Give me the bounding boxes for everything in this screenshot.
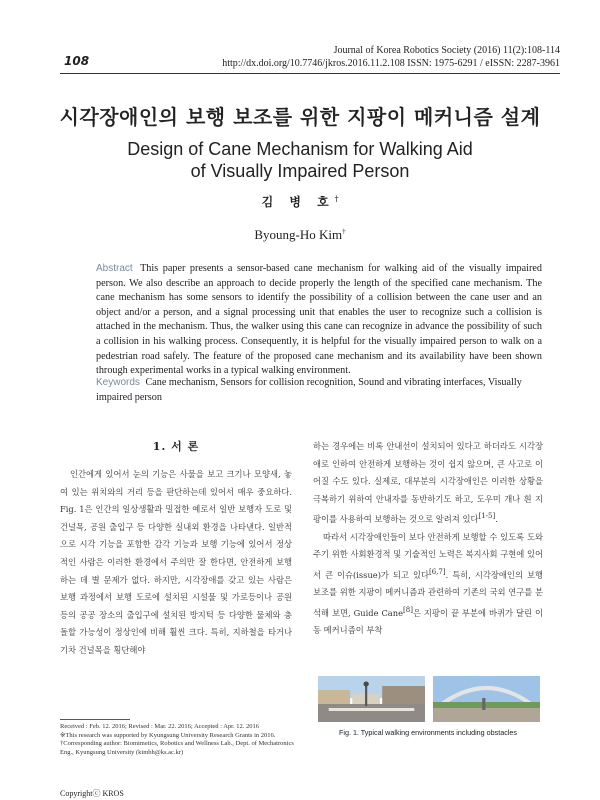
left-column [60,438,292,660]
header-rule [60,73,560,74]
author-english-name: Byoung-Ho Kim [254,227,343,242]
journal-info [222,44,560,70]
right-paragraph-1: 하는 경우에는 비록 안내선이 설치되어 있다고 하더라도 시각장애로 인하여 안전하게 보행하는 것이 쉽지 않으며, 큰 사고로 이어질 수도 있다. 실제로, 대부분의 시각장애인은 이러한 상황을 극복하기 위하여 안내자를 동반하기도 하고, 도우미 개나 흰 지팡이를 사용하여 보행하는 것으로 알려져 있다[1-5]. [313,441,543,525]
footnote-support: ※This research was supported by Kyungsung University Research Grants in 2016. [60,731,276,739]
right-body [313,438,543,640]
right-paragraph-2-text: 따라서 시각장애인들이 보다 안전하게 보행할 수 있도록 도와주기 위한 사회환경적 및 기술적인 노력은 복지사회 구현에 있어서 큰 이슈(issue)가 되고 있다 [313,531,543,580]
right-paragraph-2-tail: 은 지팡이 끝 부분에 바퀴가 달린 이동 메커니즘이 부착 [313,607,543,636]
abstract [96,262,542,379]
page-number: 108 [64,54,90,68]
right-paragraph-2 [313,529,543,640]
citation: [8] [403,605,413,614]
author-mark: † [334,194,339,203]
title-english [40,138,560,182]
abstract-text: This paper presents a sensor-based cane mechanism for walking aid of the visually impaired person. We also describe an approach to decide properly the length of the specified cane mechanism. The cane mechanism has some sensors to identify the possibility of a collision between the cane user and an object and/or a person, and a signal processing unit that enables the user to recognize such a collision is attached in the mechanism. Thus, the walker using this cane can recognize in advance the possibility of such a collision in his walking process. Consequently, it is helpful for the visually impaired person to walk on a pedestrian road safely. The feature of the proposed cane mechanism and its availability have been shown through experimental works in a typical walking environment. [96,263,542,377]
park-gate-photo [433,676,540,722]
title-english-line1: Design of Cane Mechanism for Walking Aid [127,139,473,159]
author-english [0,227,600,243]
right-paragraph-2-cont: . 특히, 시각장애인의 보행 보조를 위한 지팡이 메커니즘과 관련하여 기존의 국외 연구를 분석해 보면, Guide Cane [313,569,543,618]
abstract-label: Abstract [96,263,133,274]
copyright: Copyrightⓒ KROS [60,789,124,798]
citation: [6,7] [428,567,446,576]
street-photo [318,676,425,722]
citation: [1-5] [478,512,496,521]
figure-1 [318,676,540,722]
journal-citation: Journal of Korea Robotics Society (2016) 11(2):108-114 [333,45,560,56]
author-korean-name: 김 병 호 [261,195,335,209]
author-korean [0,193,600,210]
figure-caption: Fig. 1. Typical walking environments including obstacles [338,728,518,737]
footnote-rule [60,719,130,720]
keywords-text: Cane mechanism, Sensors for collision recognition, Sound and vibrating interfaces, Visually impaired person [96,377,522,403]
section-heading: 1. 서 론 [152,440,200,453]
right-column [313,438,543,640]
right-paragraph-1-text: 하는 경우에는 비록 안내선이 설치되어 있다고 하더라도 시각장애로 인하여 안전하게 보행하는 것이 쉽지 않으며, 큰 사고로 이어질 수도 있다. 실제로, 대부분의 시각장애인은 이러한 상황을 극복하기 위하여 안내자를 동반하기도 하고, 도우미 개나 흰 지팡이를 사용하여 보행하는 것으로 알려져 있다 [313,441,543,525]
left-body [60,466,292,660]
title-korean: 시각장애인의 보행 보조를 위한 지팡이 메커니즘 설계 [59,105,541,129]
keywords [96,376,542,405]
footnotes [60,723,300,757]
title-english-line2: of Visually Impaired Person [190,161,410,181]
footnote-dates: Received : Feb. 12. 2016; Revised : Mar. 22. 2016; Accepted : Apr. 12. 2016 [60,723,259,730]
keywords-label: Keywords [96,377,140,388]
author-mark-en: † [342,227,346,236]
intro-paragraph: 인간에게 있어서 눈의 기능은 사물을 보고 크기나 모양새, 놓여 있는 위치와의 거리 등을 판단하는데 있어서 매우 중요하다. Fig. 1은 인간의 일상생활과 밀접한 예로서 일반 보행자 도로 및 건널목, 공원 출입구 등 다양한 실내외 환경을 나타낸다. 일반적으로 시각 기능을 포함한 감각 기능과 보행 기능에 있어서 정상적인 사람은 이러한 환경에서 주의만 잘 한다면, 안전하게 보행하는 데 별 문제가 없다. 하지만, 시각장애를 갖고 있는 사람은 보행 과정에서 보행 도로에 설치된 시설물 및 가로등이나 공원 등의 공공 장소의 출입구에 설치된 방지턱 등 다양한 물체와 충돌할 가능성이 정상인에 비해 훨씬 크다. 특히, 지하철을 타거나 기차 건널목을 횡단해야 [60,469,292,655]
doi-issn: http://dx.doi.org/10.7746/jkros.2016.11.2.108 ISSN: 1975-6291 / eISSN: 2287-3961 [222,58,560,69]
footnote-corresponding: †Corresponding author: Biomimetics, Robotics and Wellness Lab., Dept. of Mechatronics Eng., Kyungsung University (kimbh@ks.ac.kr) [60,740,294,756]
